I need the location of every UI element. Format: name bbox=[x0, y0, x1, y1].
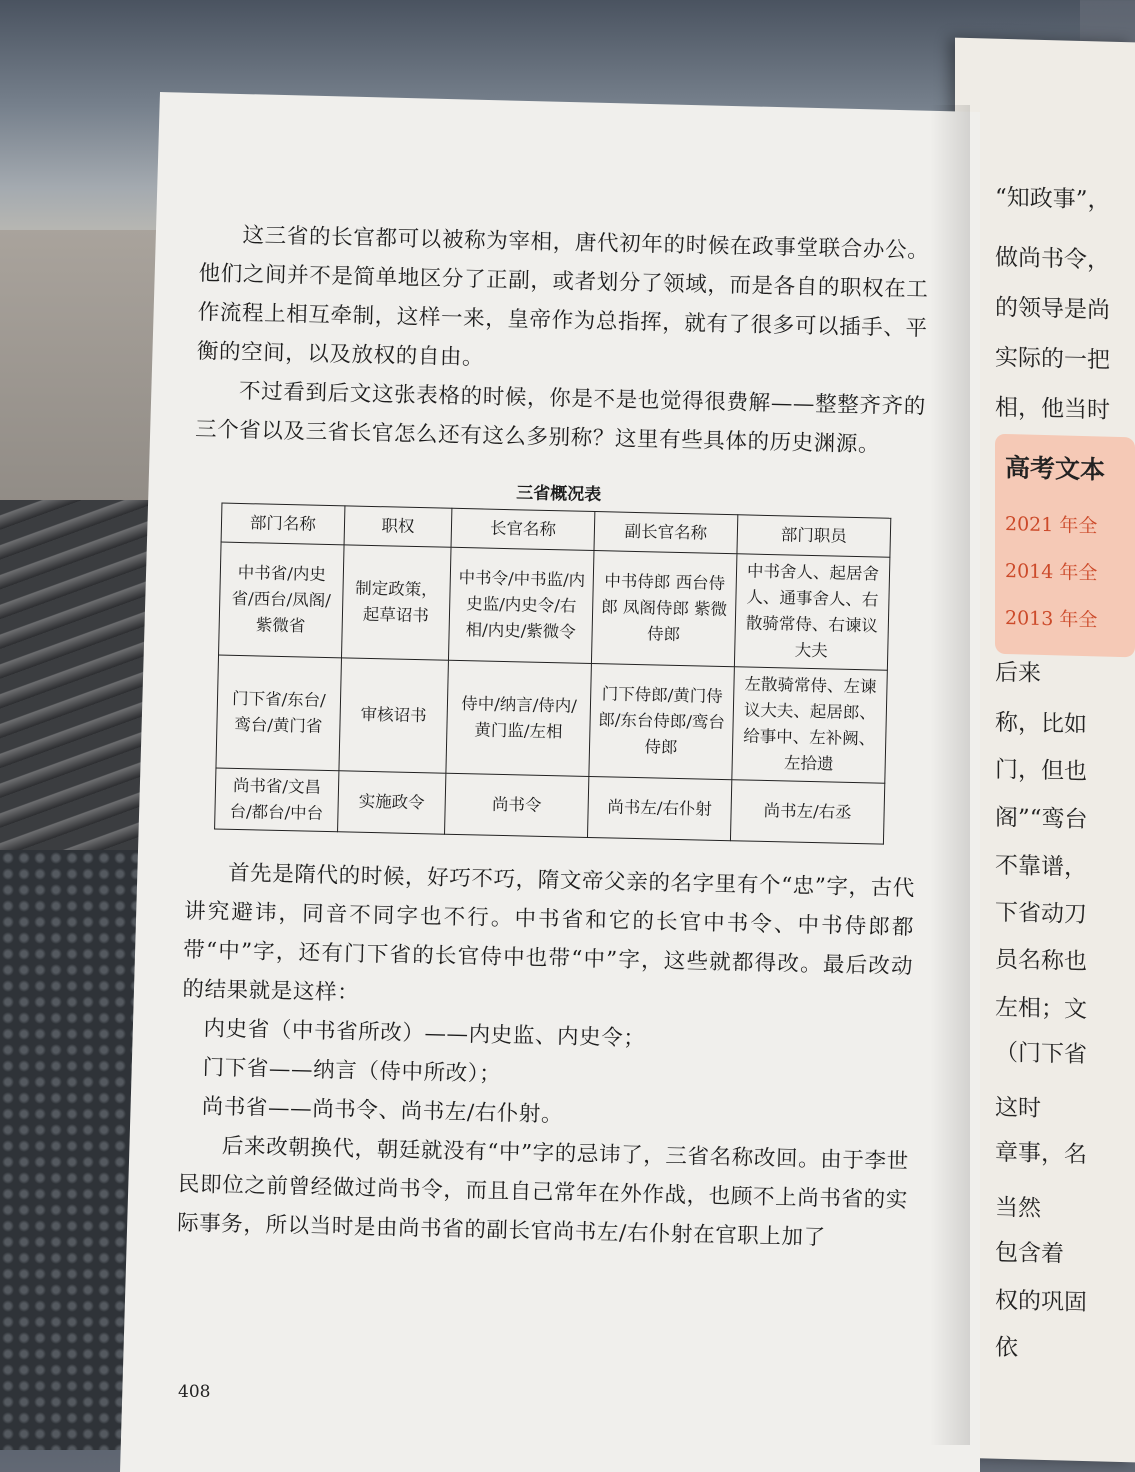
paragraph: 不过看到后文这张表格的时候，你是不是也觉得很费解——整整齐齐的三个省以及三省长官怎么还有这么多别称？这里有些具体的历史渊源。 bbox=[194, 378, 927, 458]
exam-year: 2021 年全 bbox=[1005, 512, 1098, 538]
body-text bbox=[182, 853, 915, 1026]
table-cell: 尚书省/文昌台/都台/中台 bbox=[215, 768, 339, 832]
exam-year: 2013 年全 bbox=[1005, 606, 1098, 632]
page-content bbox=[177, 215, 930, 1259]
table-cell: 尚书左/右仆射 bbox=[588, 776, 732, 840]
paragraph: 后来改朝换代，朝廷就没有“中”字的忌讳了，三省名称改回。由于李世民即位之前曾经做过尚书令，而且自己常年在外作战，也顾不上尚书省的实际事务，所以当时是由尚书省的副长官尚书左/右仆射在官职上加了 bbox=[176, 1133, 909, 1251]
background-sill bbox=[0, 230, 160, 530]
table-header-cell: 职权 bbox=[344, 506, 452, 547]
background-chair bbox=[0, 500, 160, 880]
table-header-cell: 部门职员 bbox=[737, 515, 891, 557]
table-header-cell: 部门名称 bbox=[221, 503, 345, 545]
right-line: 的领导是尚 bbox=[995, 294, 1110, 324]
right-line: 章事，名 bbox=[995, 1139, 1087, 1169]
exam-year: 2014 年全 bbox=[1005, 559, 1098, 585]
table-cell: 中书省/内史省/西台/凤阁/紫微省 bbox=[219, 542, 344, 658]
table-cell: 左散骑常侍、左谏议大夫、起居郎、给事中、左补阙、左拾遗 bbox=[732, 667, 888, 783]
table-cell: 中书令/中书监/内史监/内史令/右相/内史/紫微令 bbox=[449, 547, 594, 663]
right-line: 相，他当时 bbox=[995, 394, 1110, 424]
table-title: 三省概况表 bbox=[516, 483, 602, 506]
right-line: 权的巩固 bbox=[995, 1287, 1087, 1317]
table-cell: 尚书左/右丞 bbox=[730, 780, 884, 844]
table-cell: 审核诏书 bbox=[339, 658, 449, 773]
page-number: 408 bbox=[178, 1382, 211, 1402]
right-line: 实际的一把 bbox=[995, 344, 1110, 374]
right-line: “知政事”， bbox=[995, 184, 1111, 214]
renamed-list-item: 内史省（中书省所改）——内史监、内史令； bbox=[203, 1016, 646, 1052]
right-line: 下省动刀 bbox=[995, 899, 1087, 929]
table-cell: 门下省/东台/鸾台/黄门省 bbox=[216, 655, 341, 771]
paragraph: 这三省的长官都可以被称为宰相，唐代初年的时候在政事堂联合办公。他们之间并不是简单地区分了正副，或者划分了领域，而是各自的职权在工作流程上相互牵制，这样一来，皇帝作为总指挥，就有了很多可以插手、平衡的空间，以及放权的自由。 bbox=[196, 222, 930, 371]
table-cell: 侍中/纳言/侍内/黄门监/左相 bbox=[446, 660, 591, 776]
right-line: 这时 bbox=[995, 1094, 1041, 1122]
table-cell: 门下侍郎/黄门侍郎/东台侍郎/鸾台侍郎 bbox=[589, 663, 734, 779]
three-departments-table bbox=[214, 503, 891, 845]
intro-text bbox=[195, 215, 930, 466]
book-gutter-shadow bbox=[930, 105, 970, 1445]
renamed-list-item: 尚书省——尚书令、尚书左/右仆射。 bbox=[201, 1094, 564, 1128]
right-line: 依 bbox=[995, 1334, 1018, 1362]
right-line: 左相；文 bbox=[995, 994, 1087, 1024]
table-cell: 中书舍人、起居舍人、通事舍人、右散骑常侍、右谏议大夫 bbox=[734, 554, 890, 670]
right-line: 称，比如 bbox=[995, 709, 1087, 739]
right-line: 包含着 bbox=[995, 1239, 1064, 1268]
table-row bbox=[219, 542, 890, 670]
right-line: 当然 bbox=[995, 1194, 1041, 1222]
table-cell: 实施政令 bbox=[337, 771, 446, 834]
table-cell: 尚书令 bbox=[445, 773, 589, 837]
exam-callout-title: 高考文本 bbox=[1005, 452, 1106, 485]
paragraph: 首先是隋代的时候，好巧不巧，隋文帝父亲的名字里有个“忠”字，古代讲究避讳，同音不同字也不行。中书省和它的长官中书令、中书侍郎都带“中”字，还有门下省的长官侍中也带“中”字，这些就都得改。最后改动的结果就是这样： bbox=[182, 860, 916, 1006]
right-line: 后来 bbox=[995, 659, 1041, 687]
right-line: 员名称也 bbox=[995, 946, 1087, 976]
table-header-cell: 副长官名称 bbox=[594, 512, 738, 554]
table-cell: 中书侍郎 西台侍郎 凤阁侍郎 紫微侍郎 bbox=[591, 551, 736, 667]
body-text bbox=[177, 1126, 909, 1260]
table-cell: 制定政策，起草诏书 bbox=[341, 545, 451, 660]
right-line: 不靠谱， bbox=[995, 852, 1087, 882]
right-line: 阁”“鸾台 bbox=[995, 804, 1088, 834]
exam-callout-box bbox=[995, 434, 1135, 658]
table-row bbox=[216, 655, 887, 783]
right-page bbox=[955, 38, 1135, 1463]
right-line: 做尚书令， bbox=[995, 244, 1110, 274]
right-line: （门下省 bbox=[995, 1039, 1087, 1069]
table-header-cell: 长官名称 bbox=[451, 508, 595, 550]
right-line: 门，但也 bbox=[995, 756, 1087, 786]
renamed-list-item: 门下省——纳言（侍中所改）； bbox=[202, 1055, 502, 1088]
